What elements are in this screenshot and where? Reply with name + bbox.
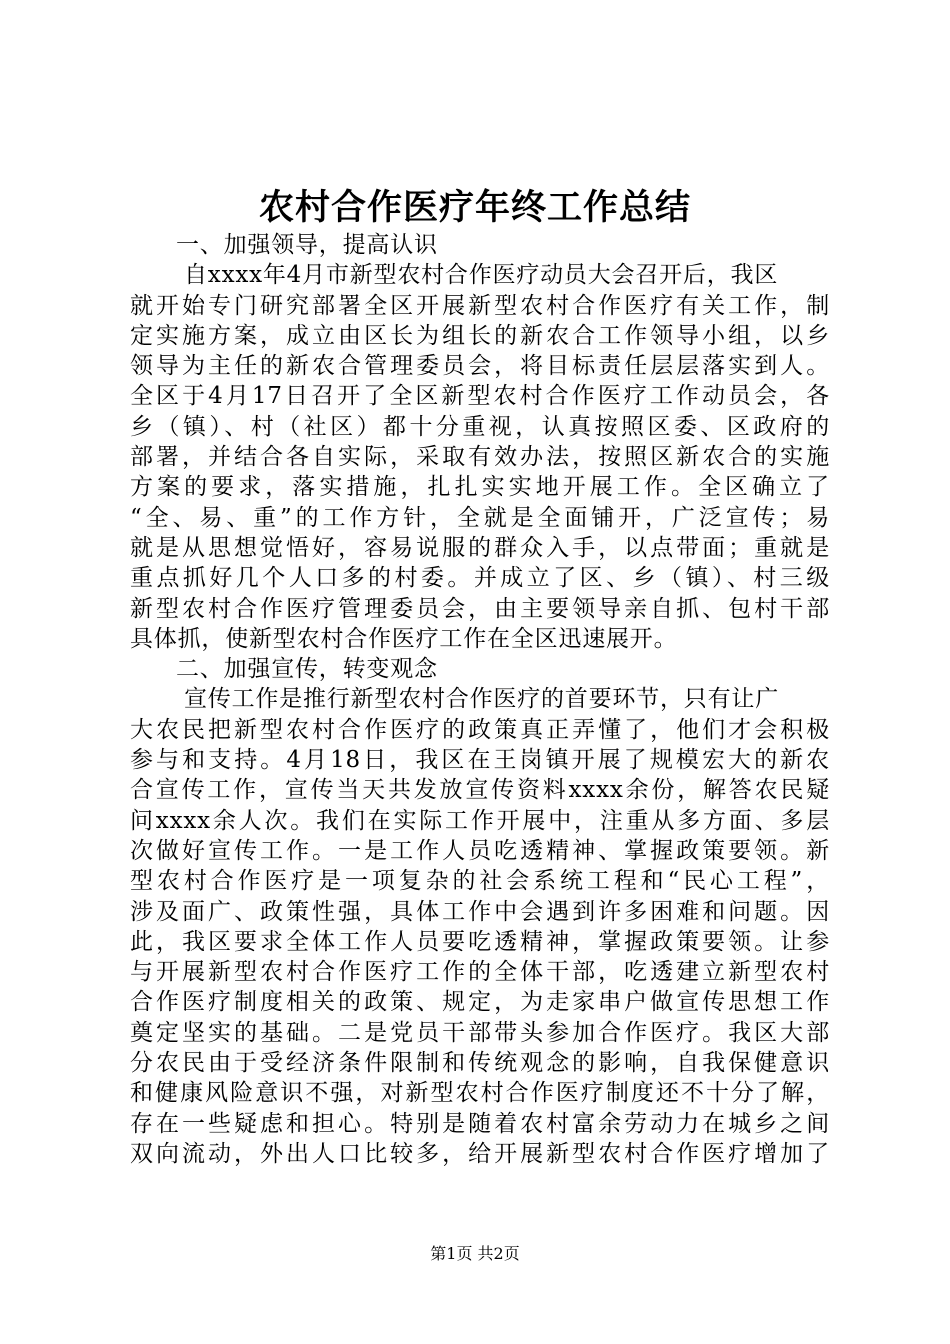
body-text-line: 具体抓，使新型农村合作医疗工作在全区迅速展开。 <box>130 625 678 652</box>
body-text-line: 方案的要求，落实措施，扎扎实实地开展工作。全区确立了 <box>130 474 830 501</box>
body-text-line: 全区于4月17日召开了全区新型农村合作医疗工作动员会，各 <box>130 383 830 410</box>
body-text-line: 就开始专门研究部署全区开展新型农村合作医疗有关工作，制 <box>130 292 830 319</box>
body-text-line: 涉及面广、政策性强，具体工作中会遇到许多困难和问题。因 <box>130 898 830 925</box>
body-text-line: 型农村合作医疗是一项复杂的社会系统工程和“民心工程”， <box>130 868 830 895</box>
body-text-line: 分农民由于受经济条件限制和传统观念的影响，自我保健意识 <box>130 1050 830 1077</box>
body-text-line: 大农民把新型农村合作医疗的政策真正弄懂了，他们才会积极 <box>130 716 830 743</box>
body-text-line: 定实施方案，成立由区长为组长的新农合工作领导小组，以乡 <box>130 322 830 349</box>
body-text-line: 领导为主任的新农合管理委员会，将目标责任层层落实到人。 <box>130 353 830 380</box>
body-text-line: 此，我区要求全体工作人员要吃透精神，掌握政策要领。让参 <box>130 928 830 955</box>
body-text-line: 和健康风险意识不强，对新型农村合作医疗制度还不十分了解， <box>130 1080 830 1107</box>
body-text-line: 合宣传工作，宣传当天共发放宣传资料xxxx余份，解答农民疑 <box>130 777 830 804</box>
body-text-line: 重点抓好几个人口多的村委。并成立了区、乡（镇）、村三级 <box>130 565 830 592</box>
body-text-line: 宣传工作是推行新型农村合作医疗的首要环节，只有让广 <box>184 686 779 713</box>
body-text-line: 就是从思想觉悟好，容易说服的群众入手，以点带面；重就是 <box>130 534 830 561</box>
body-text-line: 自xxxx年4月市新型农村合作医疗动员大会召开后，我区 <box>184 262 779 289</box>
section-heading: 一、加强领导，提高认识 <box>176 232 438 258</box>
section-heading: 二、加强宣传，转变观念 <box>176 656 438 683</box>
body-text-line: 乡（镇）、村（社区）都十分重视，认真按照区委、区政府的 <box>130 413 830 440</box>
body-text-line: 合作医疗制度相关的政策、规定，为走家串户做宣传思想工作 <box>130 989 830 1016</box>
body-text-line: 部署，并结合各自实际，采取有效办法，按照区新农合的实施 <box>130 444 830 471</box>
body-text-line: 奠定坚实的基础。二是党员干部带头参加合作医疗。我区大部 <box>130 1019 830 1046</box>
body-text-line: 存在一些疑虑和担心。特别是随着农村富余劳动力在城乡之间 <box>130 1110 830 1137</box>
body-text-line: 双向流动，外出人口比较多，给开展新型农村合作医疗增加了 <box>130 1140 830 1167</box>
body-text-line: 次做好宣传工作。一是工作人员吃透精神、掌握政策要领。新 <box>130 837 830 864</box>
body-text-line: 问xxxx余人次。我们在实际工作开展中，注重从多方面、多层 <box>130 807 830 834</box>
body-text-line: 与开展新型农村合作医疗工作的全体干部，吃透建立新型农村 <box>130 959 830 986</box>
body-text-line: 参与和支持。4月18日，我区在王岗镇开展了规模宏大的新农 <box>130 747 830 774</box>
document-body <box>130 230 830 1169</box>
body-text-line: 新型农村合作医疗管理委员会，由主要领导亲自抓、包村干部 <box>130 595 830 622</box>
page-number: 第1页 共2页 <box>430 1244 520 1263</box>
document-title: 农村合作医疗年终工作总结 <box>258 187 691 228</box>
body-text-line: “全、易、重”的工作方针，全就是全面铺开，广泛宣传；易 <box>130 504 830 531</box>
